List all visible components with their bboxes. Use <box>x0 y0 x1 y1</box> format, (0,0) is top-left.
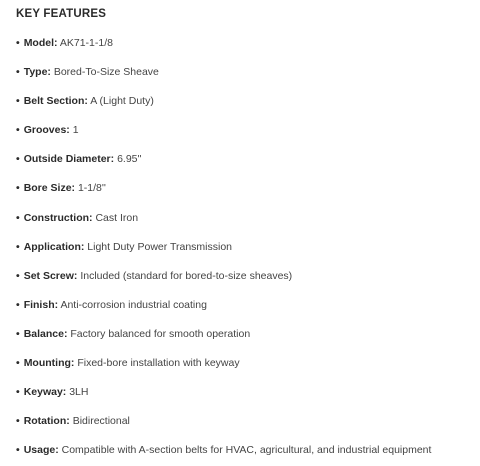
feature-value: Included (standard for bored-to-size sheaves) <box>80 269 293 282</box>
feature-item-belt-section <box>16 94 480 108</box>
feature-value: Bored-To-Size Sheave <box>53 66 159 79</box>
feature-value: Compatible with A-section belts for HVAC, agricultural, and industrial equipment <box>61 444 432 457</box>
feature-value: Fixed-bore installation with keyway <box>77 357 240 370</box>
bullet-icon: • <box>16 240 20 253</box>
feature-value: 1-1/8'' <box>77 182 106 195</box>
feature-value: AK71-1-1/8 <box>59 37 113 49</box>
feature-label: Balance: <box>23 327 68 340</box>
feature-label: Finish: <box>23 298 59 311</box>
feature-value: Factory balanced for smooth operation <box>70 327 251 340</box>
section-heading: KEY FEATURES <box>16 8 107 20</box>
feature-item-balance <box>16 327 480 341</box>
feature-label: Mounting: <box>23 357 75 370</box>
feature-label: Bore Size: <box>23 182 76 195</box>
feature-list <box>16 36 480 457</box>
feature-value: 1 <box>72 124 79 137</box>
feature-value: 3LH <box>69 386 89 399</box>
feature-item-keyway <box>16 385 480 399</box>
feature-label: Keyway: <box>23 386 67 399</box>
bullet-icon: • <box>16 66 20 79</box>
feature-item-grooves <box>16 123 480 137</box>
feature-item-rotation <box>16 414 480 428</box>
bullet-icon: • <box>16 95 20 108</box>
feature-item-bore-size <box>16 181 480 195</box>
bullet-icon: • <box>16 357 20 370</box>
bullet-icon: • <box>16 182 20 195</box>
feature-value: Cast Iron <box>95 211 139 224</box>
feature-label: Model: <box>23 37 58 49</box>
feature-value: Light Duty Power Transmission <box>87 240 233 253</box>
feature-label: Belt Section: <box>23 95 88 108</box>
bullet-icon: • <box>16 124 20 137</box>
feature-item-outside-diameter <box>16 152 480 166</box>
feature-item-set-screw <box>16 269 480 283</box>
bullet-icon: • <box>16 415 20 428</box>
feature-item-type <box>16 65 480 79</box>
feature-label: Usage: <box>23 444 59 457</box>
bullet-icon: • <box>16 298 20 311</box>
feature-label: Construction: <box>23 211 93 224</box>
bullet-icon: • <box>16 211 20 224</box>
feature-value: Anti-corrosion industrial coating <box>60 298 207 311</box>
feature-item-construction <box>16 211 480 225</box>
bullet-icon: • <box>16 153 20 166</box>
bullet-icon: • <box>16 37 20 49</box>
bullet-icon: • <box>16 327 20 340</box>
feature-label: Application: <box>23 240 85 253</box>
bullet-icon: • <box>16 386 20 399</box>
feature-label: Outside Diameter: <box>23 153 115 166</box>
feature-label: Grooves: <box>23 124 70 137</box>
feature-value: Bidirectional <box>72 415 130 428</box>
feature-item-finish <box>16 298 480 312</box>
feature-label: Set Screw: <box>23 269 78 282</box>
feature-item-application <box>16 240 480 254</box>
feature-item-model <box>16 36 480 50</box>
feature-value: A (Light Duty) <box>90 95 154 108</box>
bullet-icon: • <box>16 444 20 457</box>
feature-label: Rotation: <box>23 415 70 428</box>
feature-value: 6.95'' <box>117 153 142 166</box>
bullet-icon: • <box>16 269 20 282</box>
feature-item-mounting <box>16 356 480 370</box>
feature-item-usage <box>16 443 480 457</box>
feature-label: Type: <box>23 66 51 79</box>
